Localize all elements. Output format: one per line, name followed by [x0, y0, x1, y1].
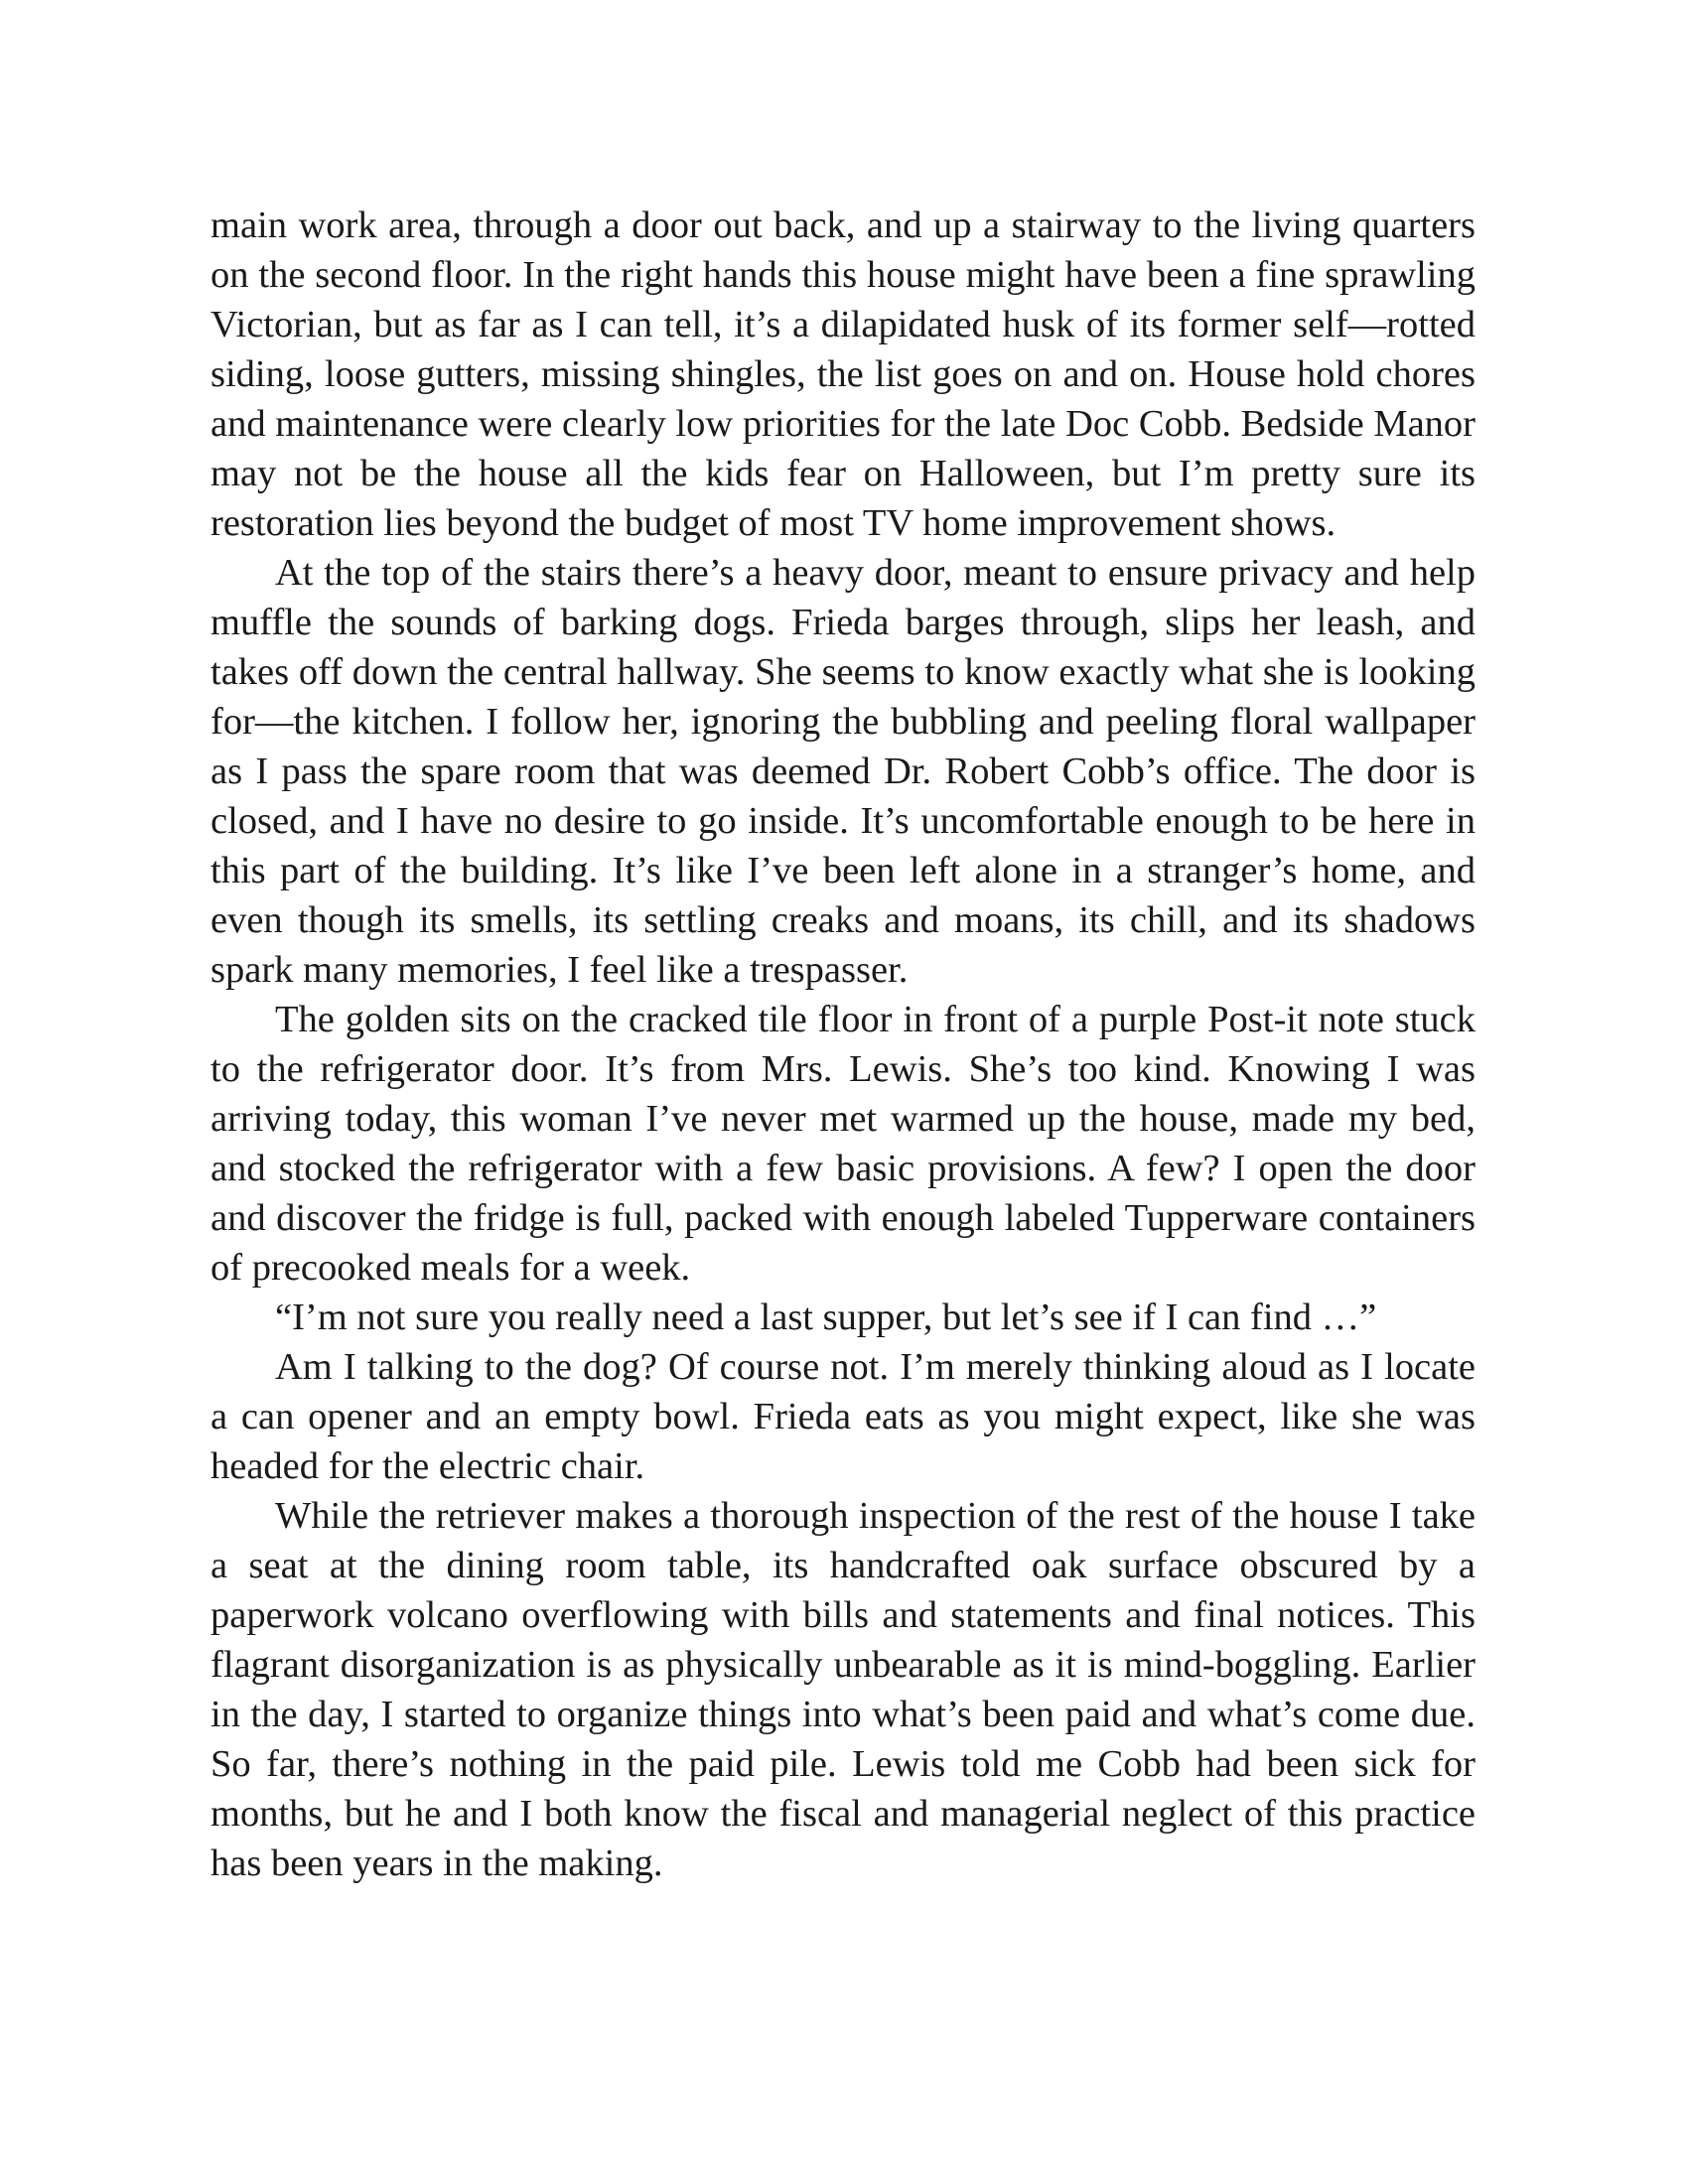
paragraph: Am I talking to the dog? Of course not. I’m merely thinking aloud as I locate a can opener and an empty bowl. Frieda eats as you might expect, like she was headed for the electric chair.	[211, 1346, 1476, 1487]
paragraph: “I’m not sure you really need a last supper, but let’s see if I can find …”	[275, 1297, 1377, 1338]
page-body	[211, 201, 1476, 1888]
paragraph: The golden sits on the cracked tile floor in front of a purple Post-it note stuck to the refrigerator door. It’s from Mrs. Lewis. She’s too kind. Knowing I was arriving today, this woman I’ve never met warmed up the house, made my bed, and stocked the refrigerator with a few basic provisions. A few? I open the door and discover the fridge is full, packed with enough labeled Tupperware containers of precooked meals for a week.	[211, 999, 1476, 1289]
paragraph: At the top of the stairs there’s a heavy door, meant to ensure privacy and help muffle the sounds of barking dogs. Frieda barges through, slips her leash, and takes off down the central hallway. She seems to know exactly what she is looking for—the kitchen. I follow her, ignoring the bubbling and peeling floral wallpaper as I pass the spare room that was deemed Dr. Robert Cobb’s office. The door is closed, and I have no desire to go inside. It’s uncomfortable enough to be here in this part of the building. It’s like I’ve been left alone in a stranger’s home, and even though its smells, its settling creaks and moans, its chill, and its shadows spark many memories, I feel like a trespasser.	[211, 552, 1476, 991]
paragraph: While the retriever makes a thorough inspection of the rest of the house I take a seat at the dining room table, its handcrafted oak surface obscured by a paperwork volcano overflowing with bills and statements and final notices. This flagrant disorganization is as physically unbearable as it is mind-boggling. Earlier in the day, I started to organize things into what’s been paid and what’s come due. So far, there’s nothing in the paid pile. Lewis told me Cobb had been sick for months, but he and I both know the fiscal and managerial neglect of this practice has been years in the making.	[211, 1495, 1476, 1884]
paragraph: main work area, through a door out back, and up a stairway to the living quarters on the second floor. In the right hands this house might have been a fine sprawling Victorian, but as far as I can tell, it’s a dilapidated husk of its former self—rotted siding, loose gutters, missing shingles, the list goes on and on. House hold chores and maintenance were clearly low priorities for the late Doc Cobb. Bedside Manor may not be the house all the kids fear on Halloween, but I’m pretty sure its restoration lies beyond the budget of most TV home improvement shows.	[211, 205, 1476, 544]
